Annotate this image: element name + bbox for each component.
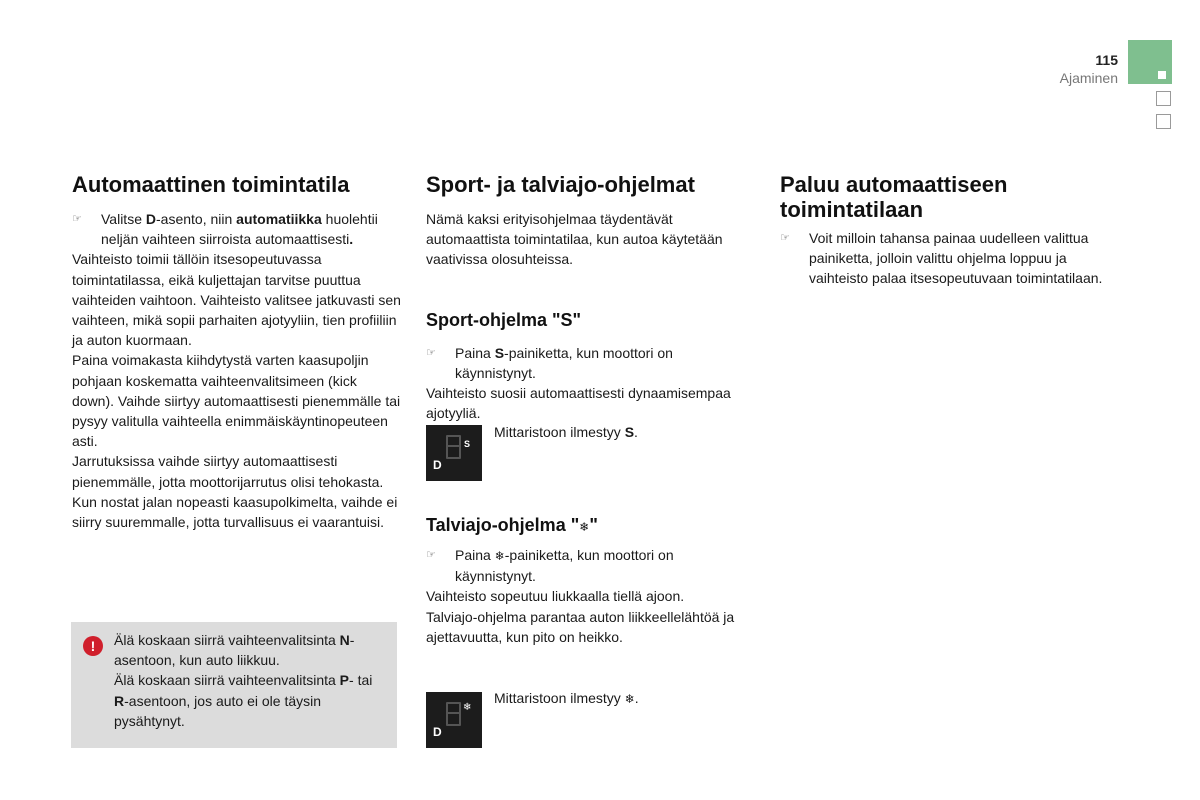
sport-s-letter: S [464, 439, 471, 449]
warning-box [71, 622, 397, 748]
dashboard-sport-indicator [426, 425, 482, 481]
chapter-tab-square [1156, 114, 1171, 129]
heading-automatic-mode: Automaattinen toimintatila [72, 172, 350, 197]
dashboard-sport-caption: Mittaristoon ilmestyy S. [494, 424, 638, 440]
pointing-hand-icon [780, 228, 809, 289]
gear-segment-display [446, 435, 461, 459]
chapter-tab [1128, 40, 1172, 84]
pointing-hand-icon [72, 209, 101, 249]
dashboard-winter-caption: Mittaristoon ilmestyy ❄. [494, 690, 639, 706]
paragraph: Talviajo-ohjelma parantaa auton liikkeellelähtöä ja ajettavuutta, kun pito on heikko. [426, 608, 735, 645]
snowflake-icon: ❄ [494, 549, 505, 563]
bullet-item: ☞ Paina ❄-painiketta, kun moottori on käynnistynyt. [426, 545, 756, 586]
section-label: Ajaminen [1059, 70, 1118, 86]
bullet-text: Valitse D-asento, niin automatiikka huolehtii neljän vaihteen siirroista automaattisesti. [101, 211, 378, 248]
snowflake-icon: ❄ [579, 520, 590, 534]
snowflake-icon: ❄ [463, 702, 472, 713]
column-sport-winter [426, 172, 756, 423]
paragraph: Kun nostat jalan nopeasti kaasupolkimelta, vaihde ei siirry suuremmalle, jotta turvallisuus ei vaarantuisi. [72, 493, 398, 531]
bullet-item [780, 228, 1110, 289]
paragraph: Vaihteisto suosii automaattisesti dynaamisempaa ajotyyliä. [426, 385, 731, 422]
pointing-hand-icon [426, 343, 455, 383]
chapter-tab-marker [1158, 71, 1166, 79]
bullet-item [72, 209, 402, 249]
heading-return-automatic: Paluu automaattiseen toimintatilaan [780, 172, 1008, 222]
heading-sport-program: Sport-ohjelma "S" [426, 309, 582, 330]
dashboard-winter-indicator [426, 692, 482, 748]
heading-sport-winter: Sport- ja talviajo-ohjelmat [426, 172, 695, 197]
column-automatic-mode [72, 172, 402, 532]
pointing-hand-icon [426, 545, 455, 586]
bullet-item: ☞ Paina S-painiketta, kun moottori on käynnistynyt. [426, 343, 756, 383]
warning-icon: ! [83, 636, 103, 656]
chapter-tab-square [1156, 91, 1171, 106]
paragraph: Nämä kaksi erityisohjelmaa täydentävät automaattista toimintatilaa, kun autoa käytetään vaativissa olosuhteissa. [426, 211, 723, 268]
column-return-automatic [780, 172, 1110, 289]
bullet-text: Voit milloin tahansa painaa uudelleen valittua painiketta, jolloin valittu ohjelma loppuu ja vaihteisto palaa itsesopeutuvaan toimintatilaan. [809, 230, 1103, 287]
paragraph: Paina voimakasta kiihdytystä varten kaasupoljin pohjaan koskematta vaihteenvalitsimeen (kick down). Vaihde siirtyy automaattisesti pienemmälle tai pysyy valitulla vaihteella enimmäiskäyntinopeuteen asti. [72, 352, 401, 450]
gear-d-letter: D [433, 725, 442, 739]
snowflake-icon: ❄ [624, 692, 635, 706]
gear-segment-display [446, 702, 461, 726]
warning-text: Älä koskaan siirrä vaihteenvalitsinta N-asentoon, kun auto liikkuu. Älä koskaan siirrä vaihteenvalitsinta P- tai R-asentoon, jos auto ei ole täysin pysähtynyt. [114, 632, 373, 729]
section-winter-program [426, 514, 756, 647]
paragraph: Vaihteisto toimii tällöin itsesopeutuvassa toimintatilassa, eikä kuljettajan tarvitse puuttua vaihteiden vaihtoon. Vaihteisto valitsee jatkuvasti sen vaihteen, mikä sopii parhaiten ajotyyliin, tien profiiliin ja auton kuormaan. [72, 251, 401, 349]
gear-d-letter: D [433, 458, 442, 472]
paragraph: Vaihteisto sopeutuu liukkaalla tiellä ajoon. [426, 588, 685, 605]
paragraph: Jarrutuksissa vaihde siirtyy automaattisesti pienemmälle, jotta moottorijarrutus olisi tehokasta. [72, 453, 384, 490]
heading-winter-program: Talviajo-ohjelma "❄" [426, 515, 598, 535]
page-number: 115 [1095, 52, 1118, 68]
